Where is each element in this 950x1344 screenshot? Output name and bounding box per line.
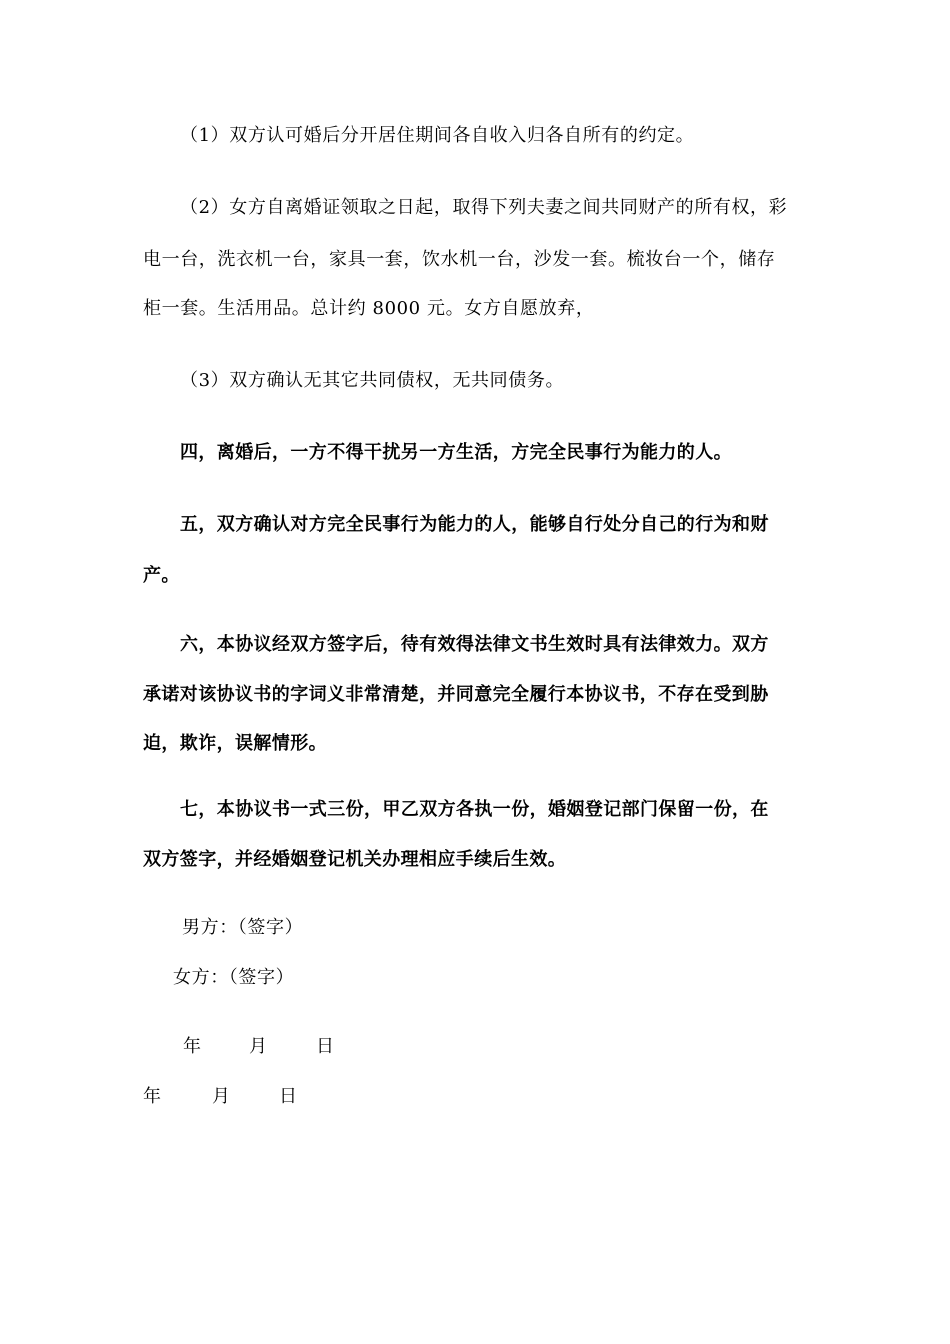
clause-3-item-2-line-1: （2）女方自离婚证领取之日起，取得下列夫妻之间共同财产的所有权，彩: [180, 197, 788, 218]
clause-5-line-2: 产。: [143, 565, 180, 586]
clause-5-line-1: 五，双方确认对方完全民事行为能力的人，能够自行处分自己的行为和财: [180, 514, 769, 535]
clause-3-item-3: （3）双方确认无其它共同债权，无共同债务。: [180, 370, 565, 391]
date-1-month: 月: [249, 1036, 267, 1057]
clause-7-line-2: 双方签字，并经婚姻登记机关办理相应手续后生效。: [143, 849, 567, 870]
date-1-day: 日: [316, 1036, 334, 1057]
male-signature-label: 男方：（签字）: [182, 917, 304, 938]
clause-6-line-2: 承诺对该协议书的字词义非常清楚，并同意完全履行本协议书，不存在受到胁: [143, 684, 769, 705]
clause-6-line-1: 六，本协议经双方签字后，待有效得法律文书生效时具有法律效力。双方: [180, 634, 769, 655]
date-2-year: 年: [143, 1086, 161, 1107]
date-2-day: 日: [279, 1086, 297, 1107]
female-signature-label: 女方：（签字）: [173, 967, 295, 988]
clause-3-item-2-line-3: 柜一套。生活用品。总计约 8000 元。女方自愿放弃，: [143, 298, 595, 319]
clause-4: 四，离婚后，一方不得干扰另一方生活，方完全民事行为能力的人。: [180, 442, 732, 463]
clause-6-line-3: 迫，欺诈，误解情形。: [143, 733, 327, 754]
clause-3-item-2-line-2: 电一台，洗衣机一台，家具一套，饮水机一台，沙发一套。梳妆台一个，储存: [143, 249, 776, 270]
date-1-year: 年: [183, 1036, 201, 1057]
clause-7-line-1: 七，本协议书一式三份，甲乙双方各执一份，婚姻登记部门保留一份，在: [180, 799, 769, 820]
clause-3-item-1: （1）双方认可婚后分开居住期间各自收入归各自所有的约定。: [180, 125, 695, 146]
date-2-month: 月: [212, 1086, 230, 1107]
